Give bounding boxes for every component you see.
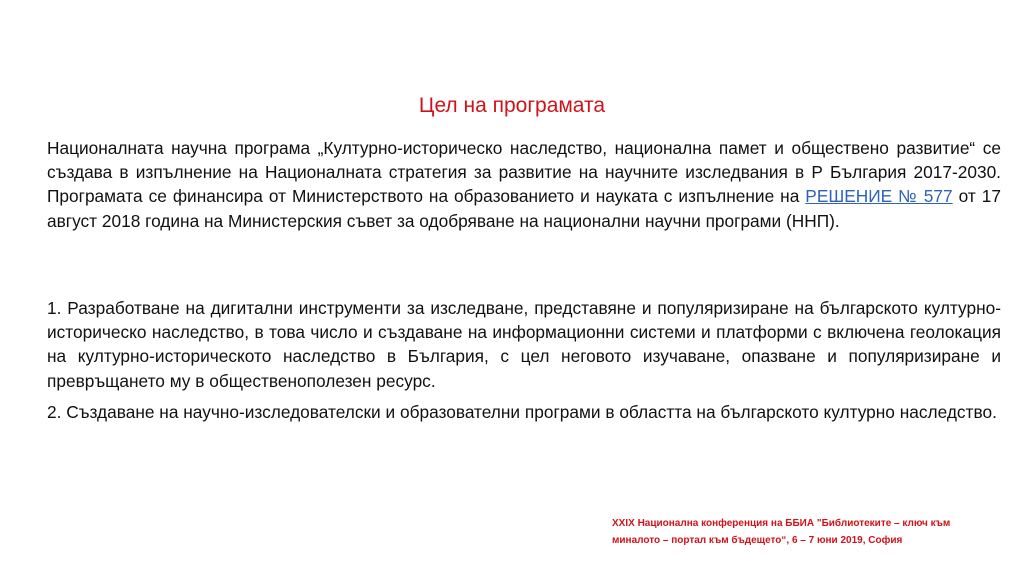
decision-577-link[interactable]: РЕШЕНИЕ № 577	[805, 186, 953, 207]
goal-1-paragraph	[47, 296, 1001, 393]
footer-line-2: миналото – портал към бъдещето“, 6 – 7 юни 2019, София	[612, 535, 903, 546]
goal-2-paragraph	[47, 400, 1001, 424]
goal-2-text: 2. Създаване на научно-изследователски и образователни програми в областта на българското културно наследство.	[47, 402, 997, 422]
intro-text-after-link: от 17 август 2018 година на Министерския съвет за одобряване на национални научни програми (ННП).	[47, 186, 1001, 231]
conference-footer	[612, 515, 972, 549]
intro-text-before-link: Националната научна програма „Културно-историческо наследство, национална памет и обществено развитие“ се създава в изпълнение на Националната стратегия за развитие на научните изследвания в Р България 2017-2030. Програмата се финансира от Министерството на образованието и науката с изпълнение на	[47, 138, 1001, 207]
intro-paragraph	[47, 136, 1001, 233]
footer-line-1: XXIX Национална конференция на ББИА "Библиотеките – ключ към	[612, 518, 951, 529]
goal-1-text: 1. Разработване на дигитални инструменти за изследване, представяне и популяризиране на българското културно-историческо наследство, в това число и създаване на информационни системи и платформи с включена геолокация на културно-историческото наследство в България, с цел неговото изучаване, опазване и популяризиране и превръщането му в общественополезен ресурс.	[47, 298, 1001, 391]
slide-title: Цел на програмата	[418, 94, 606, 117]
